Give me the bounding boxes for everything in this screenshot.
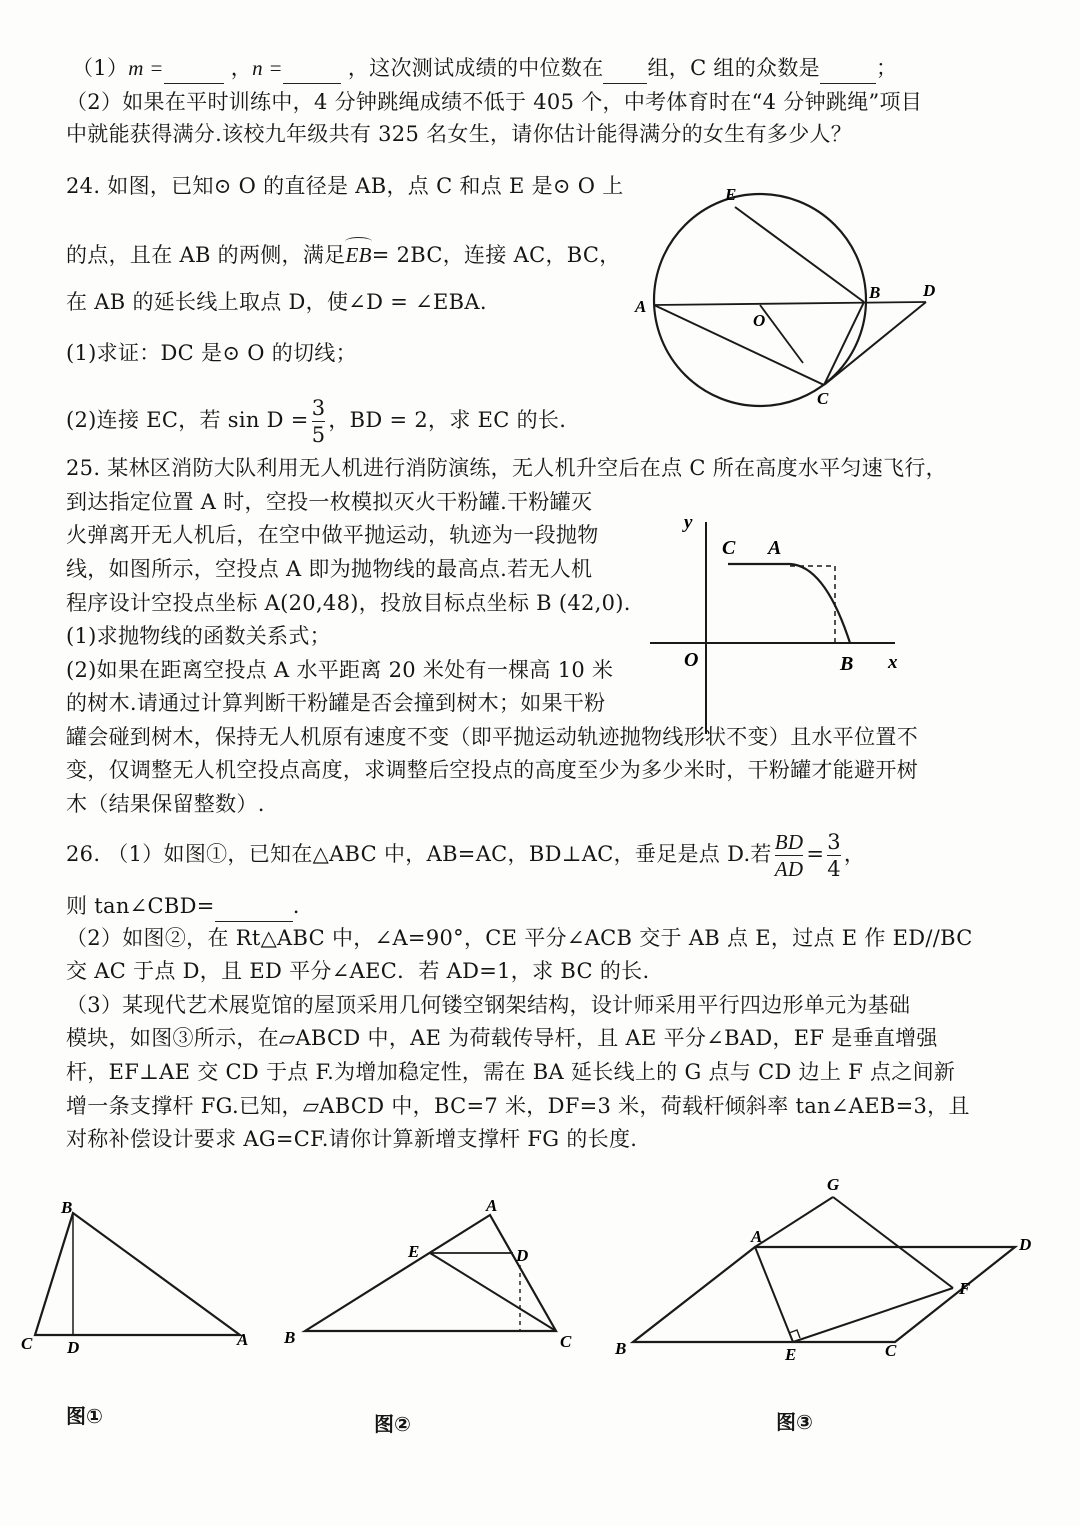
q26-ratio-num: BD [774, 830, 804, 854]
q26-line7: 杆，EF⊥AE 交 CD 于点 F.为增加稳定性，需在 BA 延长线上的 G 点与 CD 边上 F 点之间新 [66, 1060, 956, 1084]
line-ce [430, 1253, 556, 1331]
caption-figure3: 图③ [776, 1410, 813, 1434]
q23-part1-line [72, 52, 897, 84]
label-a: A [237, 1330, 249, 1349]
parallelogram-abcd [633, 1247, 1015, 1342]
line-oc [760, 305, 803, 363]
line-ad [654, 302, 926, 305]
label-d: D [923, 281, 936, 300]
q24-arc-label: EB [345, 243, 372, 267]
label-x: x [888, 652, 898, 673]
q26-value-den: 4 [827, 857, 841, 881]
q26-line6: 模块，如图③所示，在▱ABCD 中，AE 为荷载传导杆，且 AE 平分∠BAD，EF 是垂直增强 [66, 1026, 938, 1050]
label-c: C [21, 1334, 33, 1353]
triangle-abc [305, 1215, 556, 1331]
q24-line5-rest: ，BD = 2，求 EC 的长. [328, 408, 567, 432]
q24-line5-text: (2)连接 EC，若 sin D = [66, 408, 309, 432]
q26-line4: 交 AC 于点 D，且 ED 平分∠AEC．若 AD=1，求 BC 的长. [66, 959, 650, 983]
q24-line2 [66, 239, 621, 271]
label-b: B [284, 1328, 296, 1347]
line-dc [824, 302, 926, 385]
q24-sin-fraction [312, 395, 326, 448]
q23-part1-label: （1） [72, 56, 129, 80]
q23-part2-line2: 中就能获得满分.该校九年级共有 325 名女生，请你估计能得满分的女生有多少人？ [66, 122, 853, 146]
q23-n-blank[interactable] [283, 59, 341, 84]
q24-arc-eb [345, 239, 371, 271]
q26-line3: （2）如图②，在 Rt△ABC 中，∠A=90°，CE 平分∠ACB 交于 AB 点 E，过点 E 作 ED//BC [66, 926, 973, 950]
q23-n-label: n = [252, 56, 283, 80]
label-d: D [1019, 1235, 1032, 1254]
label-c: C [560, 1332, 572, 1351]
caption-figure1: 图① [66, 1404, 103, 1428]
q24-fraction-num: 3 [311, 396, 326, 420]
q26-value-fraction [827, 829, 841, 882]
extension-ag [755, 1197, 833, 1247]
q24-line2-text: 的点，且在 AB 的两侧，满足 [66, 243, 346, 267]
q25-line10: 变，仅调整无人机空投点高度，求调整后空投点的高度至少为多少米时，干粉罐才能避开树 [66, 758, 918, 782]
label-d: D [516, 1246, 529, 1265]
label-c: C [885, 1341, 897, 1360]
label-b: B [615, 1339, 627, 1358]
q23-mode-blank[interactable] [820, 59, 876, 84]
q24-line1: 24. 如图，已知⊙ O 的直径是 AB，点 C 和点 E 是⊙ O 上 [66, 174, 624, 198]
q23-mode-text: 组，C 组的众数是 [647, 56, 820, 80]
label-b: B [61, 1198, 73, 1217]
q26-line5: （3）某现代艺术展览馆的屋顶采用几何镂空钢架结构，设计师采用平行四边形单元为基础 [66, 993, 911, 1017]
q26-line2 [66, 890, 300, 922]
q26-figure2 [280, 1195, 590, 1365]
line-ac [654, 305, 824, 385]
label-a: A [751, 1227, 763, 1246]
label-c: C [817, 389, 829, 408]
label-o: O [753, 311, 766, 330]
q26-equals: = [806, 842, 825, 866]
label-b: B [869, 283, 881, 302]
label-f: F [959, 1279, 971, 1298]
q24-line5 [66, 392, 566, 448]
q26-line1 [66, 822, 865, 886]
q26-tan-blank[interactable] [215, 897, 293, 922]
parabola-trajectory [728, 564, 850, 643]
label-g: G [827, 1175, 840, 1194]
q26-tan-text: 则 tan∠CBD= [66, 894, 215, 918]
label-o: O [684, 649, 699, 671]
q24-line2-rest: = 2BC，连接 AC，BC， [371, 243, 621, 267]
q26-figure1 [15, 1195, 265, 1365]
label-e: E [408, 1242, 420, 1261]
q26-line8: 增一条支撑杆 FG.已知，▱ABCD 中，BC=7 米，DF=3 米，荷载杆倾斜率 tan∠AEB=3，且 [66, 1094, 970, 1118]
q23-m-blank[interactable] [164, 59, 224, 84]
label-e: E [785, 1345, 797, 1364]
label-c: C [722, 537, 736, 559]
q23-median-blank[interactable] [603, 59, 647, 84]
dashed-guide [790, 566, 835, 643]
line-bc [824, 302, 864, 385]
label-d: D [67, 1338, 80, 1357]
q25-line7: (2)如果在距离空投点 A 水平距离 20 米处有一棵高 10 米 [66, 658, 614, 682]
q25-line3: 火弹离开无人机后，在空中做平抛运动，轨迹为一段抛物 [66, 523, 599, 547]
triangle-abc [35, 1213, 240, 1335]
q23-part2-line1: （2）如果在平时训练中，4 分钟跳绳成绩不低于 405 个，中考体育时在“4 分钟跳绳”项目 [66, 90, 923, 114]
q24-circle-figure [625, 178, 955, 410]
q25-line5: 程序设计空投点坐标 A(20,48)，投放目标点坐标 B (42,0). [66, 591, 631, 615]
q26-ratio-den: AD [774, 857, 804, 881]
q23-separator: ， [230, 56, 253, 80]
q25-line6: (1)求抛物线的函数关系式； [66, 624, 331, 648]
q26-figure3 [605, 1170, 1045, 1370]
q24-line3: 在 AB 的延长线上取点 D，使∠D = ∠EBA. [66, 290, 487, 314]
q26-value-num: 3 [827, 830, 841, 854]
label-e: E [725, 185, 737, 204]
label-a: A [768, 537, 782, 559]
q25-parabola-figure [640, 506, 920, 744]
q25-line8: 的树木.请通过计算判断干粉罐是否会撞到树木；如果干粉 [66, 691, 606, 715]
q26-line1-text: 26. （1）如图①，已知在△ABC 中，AB=AC，BD⊥AC，垂足是点 D.若 [66, 842, 772, 866]
label-y: y [684, 512, 693, 533]
arc-mark-icon [345, 237, 371, 246]
label-a: A [635, 297, 647, 316]
q23-m-label: m = [128, 56, 164, 80]
q25-line4: 线，如图所示，空投点 A 即为抛物线的最高点.若无人机 [66, 557, 593, 581]
q23-end-mark: ； [875, 56, 898, 80]
q26-ratio-fraction [775, 829, 804, 882]
label-a: A [486, 1196, 498, 1215]
line-eb [735, 207, 864, 302]
label-b: B [840, 653, 854, 675]
q26-line1-end: ， [843, 842, 866, 866]
strut-fg [833, 1197, 953, 1288]
q25-line1: 25. 某林区消防大队利用无人机进行消防演练，无人机升空后在点 C 所在高度水平匀速飞行， [66, 456, 947, 480]
q25-line11: 木（结果保留整数）. [66, 792, 265, 816]
q24-line4: (1)求证：DC 是⊙ O 的切线； [66, 341, 357, 365]
q26-line2-end: . [292, 894, 300, 918]
rod-ae [755, 1247, 793, 1342]
q25-line2: 到达指定位置 A 时，空投一枚模拟灭火干粉罐.干粉罐灭 [66, 490, 593, 514]
q23-median-text: ，这次测试成绩的中位数在 [347, 56, 604, 80]
caption-figure2: 图② [374, 1412, 411, 1436]
q24-fraction-den: 5 [311, 423, 326, 447]
q25-line9: 罐会碰到树木，保持无人机原有速度不变（即平抛运动轨迹抛物线形状不变）且水平位置不 [66, 725, 918, 749]
q26-line9: 对称补偿设计要求 AG=CF.请你计算新增支撑杆 FG 的长度. [66, 1127, 638, 1151]
